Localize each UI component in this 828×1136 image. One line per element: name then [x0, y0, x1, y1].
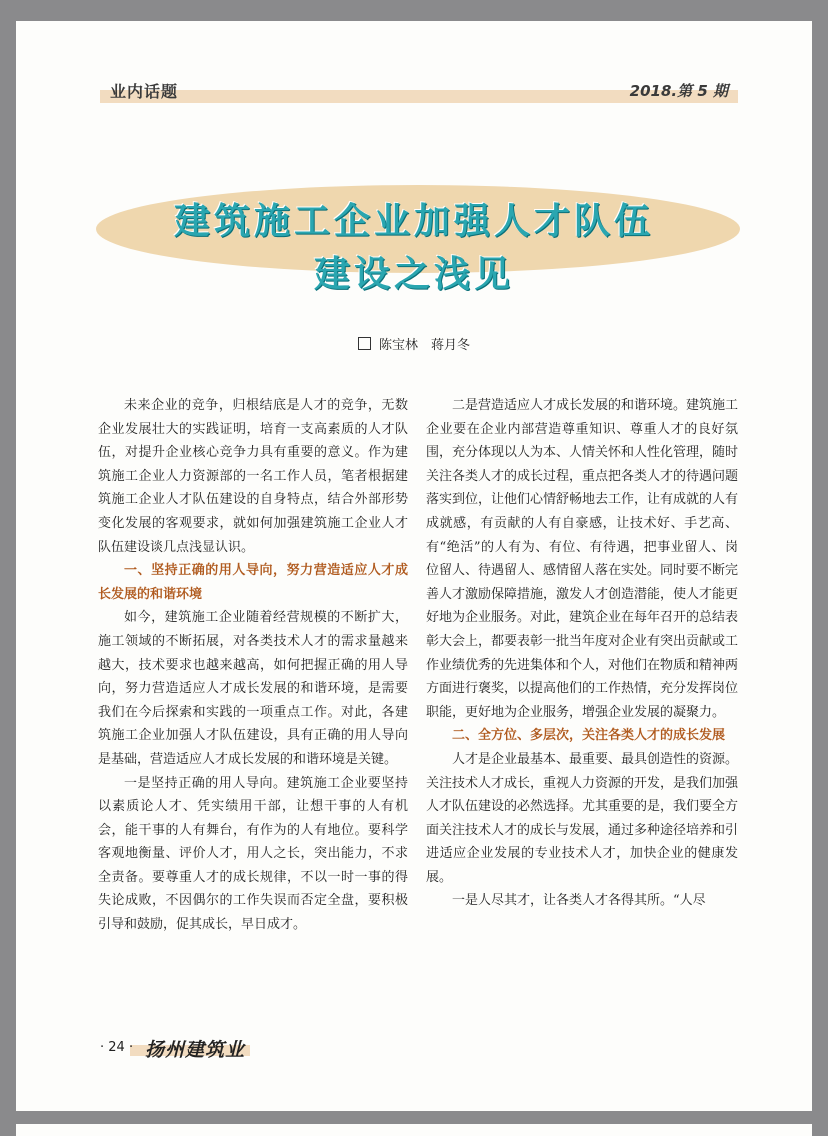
section-heading: 一、坚持正确的用人导向，努力营造适应人才成长发展的和谐环境 — [98, 563, 408, 602]
authors: 陈宝林 蒋月冬 — [378, 338, 470, 353]
paragraph: 未来企业的竞争，归根结底是人才的竞争，无数企业发展壮大的实践证明，培育一支高素质的人才队伍，对提升企业核心竞争力具有重要的意义。作为建筑施工企业人力资源部的一名工作人员，笔者根据建筑施工企业人才队伍建设的自身特点，结合外部形势变化发展的客观要求，就如何加强建筑施工企业人才队伍建设谈几点浅显认识。 — [98, 398, 408, 555]
paragraph: 人才是企业最基本、最重要、最具创造性的资源。关注技术人才成长，重视人力资源的开发，是我们加强人才队伍建设的必然选择。尤其重要的是，我们要全方面关注技术人才的成长与发展，通过多种途径培养和引进适应企业发展的专业技术人才，加快企业的健康发展。 — [426, 751, 739, 885]
journal-logo: 扬州建筑业 — [145, 1039, 246, 1061]
next-page-edge — [16, 1124, 812, 1136]
section-heading: 二、全方位、多层次，关注各类人才的成长发展 — [452, 728, 726, 744]
paragraph: 一是坚持正确的用人导向。建筑施工企业要坚持以素质论人才、凭实绩用干部，让想干事的人有机会，能干事的人有舞台，有作为的人有地位。要科学客观地衡量、评价人才，用人之长，突出能力，不求全责备。要尊重人才的成长规律，不以一时一事的得失论成败，不因偶尔的工作失误而否定全盘，要积极引导和鼓励，促其成长，早日成才。 — [98, 775, 408, 933]
paragraph: 一是人尽其才，让各类人才各得其所。“人尽 — [452, 893, 706, 909]
byline — [0, 334, 828, 353]
page-number: · 24 · — [100, 1040, 134, 1055]
section-label: 业内话题 — [110, 82, 179, 101]
issue-label: 2018.第 5 期 — [629, 82, 728, 100]
article-title-line-2: 建设之浅见 — [313, 254, 514, 295]
article-title-line-1: 建筑施工企业加强人才队伍 — [173, 201, 654, 242]
right-column — [426, 394, 738, 913]
paragraph: 如今，建筑施工企业随着经营规模的不断扩大，施工领域的不断拓展，对各类技术人才的需求量越来越大，技术要求也越来越高，如何把握正确的用人导向，努力营造适应人才成长发展的和谐环境，是需要我们在今后探索和实践的一项重点工作。对此，各建筑施工企业加强人才队伍建设，具有正确的用人导向是基础，营造适应人才成长发展的和谐环境是关键。 — [98, 610, 408, 767]
left-column — [98, 394, 408, 937]
byline-box-icon — [358, 337, 371, 350]
paragraph: 二是营造适应人才成长发展的和谐环境。建筑施工企业要在企业内部营造尊重知识、尊重人才的良好氛围，充分体现以人为本、人情关怀和人性化管理，随时关注各类人才的成长过程，重点把各类人才的待遇问题落实到位，让他们心情舒畅地去工作，让有成就的人有成就感，有贡献的人有自豪感，让技术好、手艺高、有“绝活”的人有为、有位、有待遇，把事业留人、岗位留人、待遇留人、感情留人落在实处。同时要不断完善人才激励保障措施，激发人才创造潜能，使人才能更好地为企业服务。对此，建筑企业在每年召开的总结表彰大会上，都要表彰一批当年度对企业有突出贡献或工作业绩优秀的先进集体和个人，对他们在物质和精神两方面进行褒奖，以提高他们的工作热情，充分发挥岗位职能，更好地为企业服务，增强企业发展的凝聚力。 — [426, 398, 739, 720]
